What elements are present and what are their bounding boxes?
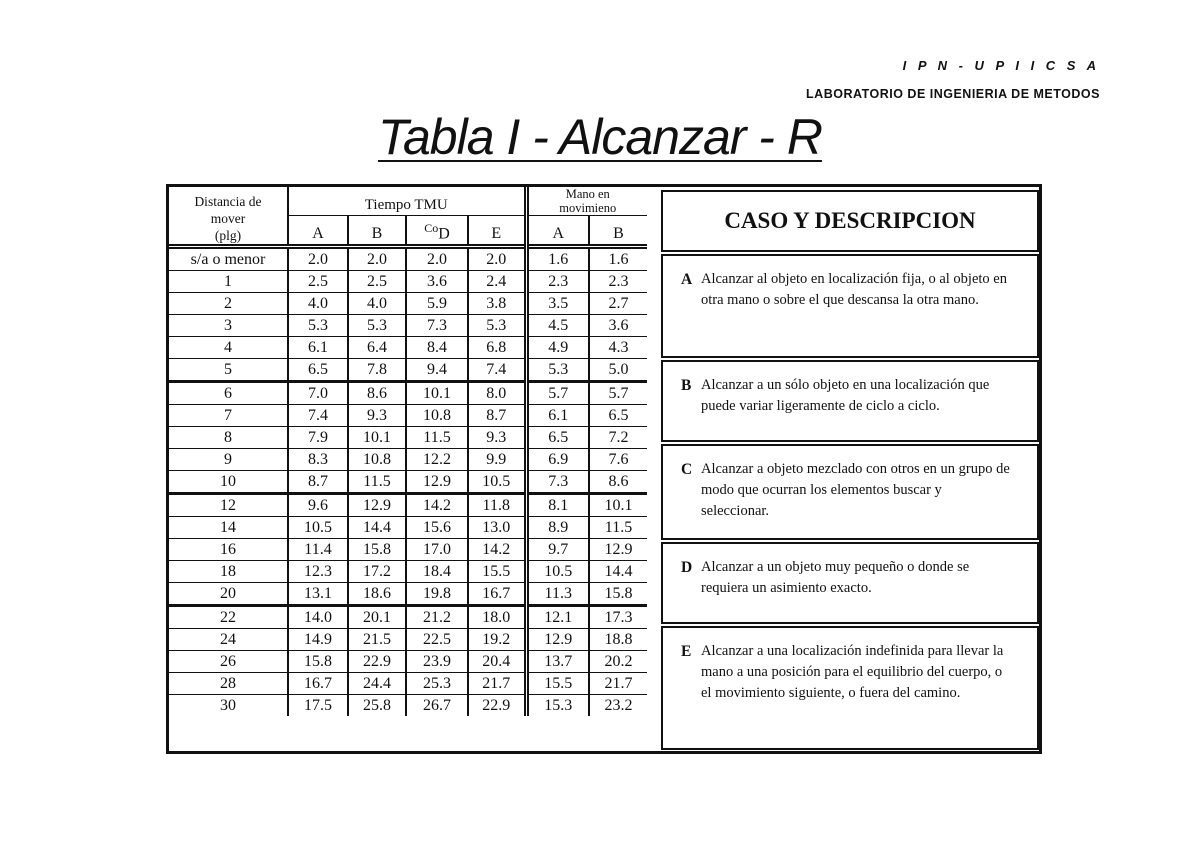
tmu-value-cell: 15.8 [288,651,348,673]
distance-cell: 1 [169,271,288,293]
tmu-value-cell: 12.9 [406,471,468,494]
distance-header-line-1: Distancia de [194,194,262,209]
table-body [169,247,647,717]
table-row [169,651,647,673]
tmu-value-cell: 6.8 [468,337,526,359]
distance-cell: 10 [169,471,288,494]
tmu-value-cell: 8.0 [468,382,526,405]
tmu-value-cell: 15.6 [406,517,468,539]
tmu-value-cell: 12.1 [526,606,589,629]
tmu-value-cell: 17.5 [288,695,348,717]
tmu-value-cell: 3.6 [406,271,468,293]
tmu-value-cell: 11.5 [589,517,647,539]
tmu-value-cell: 2.0 [288,247,348,271]
tmu-value-cell: 7.9 [288,427,348,449]
table-row [169,539,647,561]
tmu-value-cell: 6.1 [288,337,348,359]
time-tmu-header: Tiempo TMU [288,187,526,216]
distance-cell: 26 [169,651,288,673]
tmu-value-cell: 6.9 [526,449,589,471]
tmu-value-cell: 6.4 [348,337,406,359]
tmu-value-cell: 10.1 [406,382,468,405]
case-d [661,542,1039,624]
tmu-value-cell: 17.0 [406,539,468,561]
case-text: Alcanzar a un sólo objeto en una localización que puede variar ligeramente de ciclo a ciclo. [701,377,990,414]
tmu-value-cell: 19.8 [406,583,468,606]
tmu-value-cell: 5.7 [526,382,589,405]
table-row [169,471,647,494]
tmu-value-cell: 13.7 [526,651,589,673]
tmu-value-cell: 20.2 [589,651,647,673]
tmu-value-cell: 3.6 [589,315,647,337]
case-letter: E [681,643,692,660]
case-c [661,444,1039,540]
tmu-value-cell: 15.5 [526,673,589,695]
tmu-value-cell: 21.7 [468,673,526,695]
table-row [169,359,647,382]
distance-cell: 24 [169,629,288,651]
tmu-value-cell: 6.5 [589,405,647,427]
tmu-value-cell: 8.7 [288,471,348,494]
tmu-value-cell: 10.5 [288,517,348,539]
distance-cell: 20 [169,583,288,606]
tmu-value-cell: 7.3 [526,471,589,494]
distance-cell: 28 [169,673,288,695]
table-row [169,382,647,405]
header-row-top [169,187,647,216]
tmu-value-cell: 21.5 [348,629,406,651]
tmu-value-cell: 6.5 [526,427,589,449]
tmu-value-cell: 25.3 [406,673,468,695]
tmu-value-cell: 11.5 [406,427,468,449]
tmu-value-cell: 18.4 [406,561,468,583]
table-row [169,494,647,517]
col-header-b: B [348,216,406,247]
tmu-value-cell: 8.1 [526,494,589,517]
tmu-value-cell: 8.6 [348,382,406,405]
tmu-value-cell: 10.8 [406,405,468,427]
tmu-value-cell: 14.0 [288,606,348,629]
table-row [169,517,647,539]
moving-hand-header-line-2: movimieno [559,201,617,215]
tmu-value-cell: 11.8 [468,494,526,517]
tmu-value-cell: 5.3 [526,359,589,382]
table-row [169,271,647,293]
case-text: Alcanzar a una localización indefinida para llevar la mano a una posición para el equilibrio del cuerpo, o el movimiento siguiente, o fuera del camino. [701,643,1004,701]
case-letter: B [681,377,692,394]
tmu-value-cell: 7.8 [348,359,406,382]
col-header-a: A [288,216,348,247]
tmu-value-cell: 14.9 [288,629,348,651]
tmu-value-cell: 22.5 [406,629,468,651]
tmu-value-cell: 14.4 [348,517,406,539]
case-a [661,254,1039,358]
tmu-value-cell: 15.8 [348,539,406,561]
tmu-value-cell: 12.2 [406,449,468,471]
distance-cell: 9 [169,449,288,471]
distance-cell: 7 [169,405,288,427]
case-description-heading: CASO Y DESCRIPCION [661,190,1039,252]
tmu-value-cell: 2.5 [348,271,406,293]
moving-hand-header [526,187,647,216]
tmu-value-cell: 2.3 [589,271,647,293]
tmu-value-cell: 9.3 [348,405,406,427]
case-text: Alcanzar a objeto mezclado con otros en un grupo de modo que ocurran los elementos buscar y seleccionar. [701,461,1010,519]
tmu-value-cell: 9.3 [468,427,526,449]
tmu-value-cell: 17.2 [348,561,406,583]
table-row [169,449,647,471]
tmu-value-cell: 6.5 [288,359,348,382]
tmu-value-cell: 12.9 [526,629,589,651]
table-row [169,405,647,427]
tmu-value-cell: 8.3 [288,449,348,471]
tmu-value-cell: 22.9 [468,695,526,717]
distance-header-line-2: mover [210,211,246,226]
distance-header-line-3: (plg) [214,228,242,243]
tmu-value-cell: 4.9 [526,337,589,359]
tmu-value-cell: 16.7 [288,673,348,695]
table-row [169,561,647,583]
distance-cell: 8 [169,427,288,449]
tmu-value-cell: 6.1 [526,405,589,427]
table-row [169,606,647,629]
distance-cell: 18 [169,561,288,583]
case-letter: A [681,271,693,288]
distance-cell: 3 [169,315,288,337]
col-header-c-d [406,216,468,247]
tmu-value-cell: 12.9 [348,494,406,517]
case-letter: C [681,461,693,478]
tmu-value-cell: 7.4 [288,405,348,427]
distance-cell: 16 [169,539,288,561]
case-text: Alcanzar a un objeto muy pequeño o donde se requiera un asimiento exacto. [701,559,970,596]
case-e [661,626,1039,750]
tmu-value-cell: 8.9 [526,517,589,539]
tmu-value-cell: 18.8 [589,629,647,651]
tmu-value-cell: 2.0 [348,247,406,271]
tmu-value-cell: 4.5 [526,315,589,337]
tmu-value-cell: 8.6 [589,471,647,494]
tmu-value-cell: 9.7 [526,539,589,561]
tmu-value-cell: 15.3 [526,695,589,717]
reach-time-table [169,187,647,716]
distance-cell: 5 [169,359,288,382]
tmu-value-cell: 20.4 [468,651,526,673]
tmu-value-cell: 17.3 [589,606,647,629]
table-row [169,247,647,271]
tmu-value-cell: 4.0 [288,293,348,315]
col-header-e: E [468,216,526,247]
tmu-value-cell: 12.9 [589,539,647,561]
tmu-value-cell: 3.5 [526,293,589,315]
col-header-moving-a: A [526,216,589,247]
table-row [169,695,647,717]
tmu-value-cell: 24.4 [348,673,406,695]
tmu-value-cell: 5.7 [589,382,647,405]
tmu-value-cell: 21.7 [589,673,647,695]
tmu-value-cell: 21.2 [406,606,468,629]
tmu-value-cell: 5.3 [348,315,406,337]
tmu-value-cell: 2.4 [468,271,526,293]
tmu-value-cell: 13.1 [288,583,348,606]
distance-cell: 14 [169,517,288,539]
tmu-value-cell: 7.3 [406,315,468,337]
moving-hand-header-line-1: Mano en [565,187,610,201]
distance-cell: 22 [169,606,288,629]
tmu-value-cell: 10.5 [468,471,526,494]
distance-cell: 2 [169,293,288,315]
tmu-value-cell: 2.3 [526,271,589,293]
tmu-value-cell: 10.5 [526,561,589,583]
tmu-value-cell: 11.3 [526,583,589,606]
col-header-d: D [438,225,450,242]
tmu-value-cell: 8.7 [468,405,526,427]
case-b [661,360,1039,442]
tmu-value-cell: 13.0 [468,517,526,539]
tmu-value-cell: 11.4 [288,539,348,561]
tmu-value-cell: 2.0 [406,247,468,271]
tmu-value-cell: 20.1 [348,606,406,629]
tmu-value-cell: 2.7 [589,293,647,315]
distance-cell: 4 [169,337,288,359]
tmu-value-cell: 14.4 [589,561,647,583]
table-row [169,427,647,449]
col-header-moving-b: B [589,216,647,247]
table-row [169,293,647,315]
tmu-value-cell: 5.3 [468,315,526,337]
distance-cell: s/a o menor [169,247,288,271]
case-letter: D [681,559,693,576]
table-row [169,337,647,359]
tmu-value-cell: 18.0 [468,606,526,629]
tmu-value-cell: 19.2 [468,629,526,651]
tmu-value-cell: 23.2 [589,695,647,717]
tmu-value-cell: 10.1 [589,494,647,517]
tmu-value-cell: 18.6 [348,583,406,606]
tmu-value-cell: 25.8 [348,695,406,717]
tmu-value-cell: 7.6 [589,449,647,471]
tmu-value-cell: 5.9 [406,293,468,315]
tmu-value-cell: 3.8 [468,293,526,315]
tmu-value-cell: 2.0 [468,247,526,271]
distance-cell: 6 [169,382,288,405]
table-row [169,629,647,651]
page-title: Tabla I - Alcanzar - R [378,109,822,165]
tmu-value-cell: 10.1 [348,427,406,449]
tmu-value-cell: 14.2 [406,494,468,517]
tmu-value-cell: 26.7 [406,695,468,717]
tmu-value-cell: 5.0 [589,359,647,382]
table-row [169,583,647,606]
tmu-value-cell: 4.3 [589,337,647,359]
tmu-value-cell: 14.2 [468,539,526,561]
tmu-value-cell: 22.9 [348,651,406,673]
tmu-value-cell: 8.4 [406,337,468,359]
table-row [169,673,647,695]
case-text: Alcanzar al objeto en localización fija, o al objeto en otra mano o sobre el que descansa la otra mano. [701,271,1007,308]
tmu-value-cell: 15.5 [468,561,526,583]
tmu-value-cell: 12.3 [288,561,348,583]
tmu-value-cell: 9.4 [406,359,468,382]
tmu-value-cell: 1.6 [589,247,647,271]
tmu-value-cell: 5.3 [288,315,348,337]
tmu-value-cell: 9.9 [468,449,526,471]
tmu-value-cell: 15.8 [589,583,647,606]
tmu-value-cell: 7.2 [589,427,647,449]
tmu-value-cell: 23.9 [406,651,468,673]
col-header-c: Co [424,220,439,235]
distance-cell: 30 [169,695,288,717]
tmu-value-cell: 9.6 [288,494,348,517]
lab-header: LABORATORIO DE INGENIERIA DE METODOS [806,87,1100,101]
tmu-value-cell: 16.7 [468,583,526,606]
tmu-value-cell: 2.5 [288,271,348,293]
tmu-value-cell: 1.6 [526,247,589,271]
tmu-value-cell: 4.0 [348,293,406,315]
distance-header [169,187,288,247]
tmu-value-cell: 7.0 [288,382,348,405]
institution-header: I P N - U P I I C S A [902,58,1100,73]
tmu-value-cell: 10.8 [348,449,406,471]
tmu-value-cell: 7.4 [468,359,526,382]
tmu-value-cell: 11.5 [348,471,406,494]
table-row [169,315,647,337]
distance-cell: 12 [169,494,288,517]
